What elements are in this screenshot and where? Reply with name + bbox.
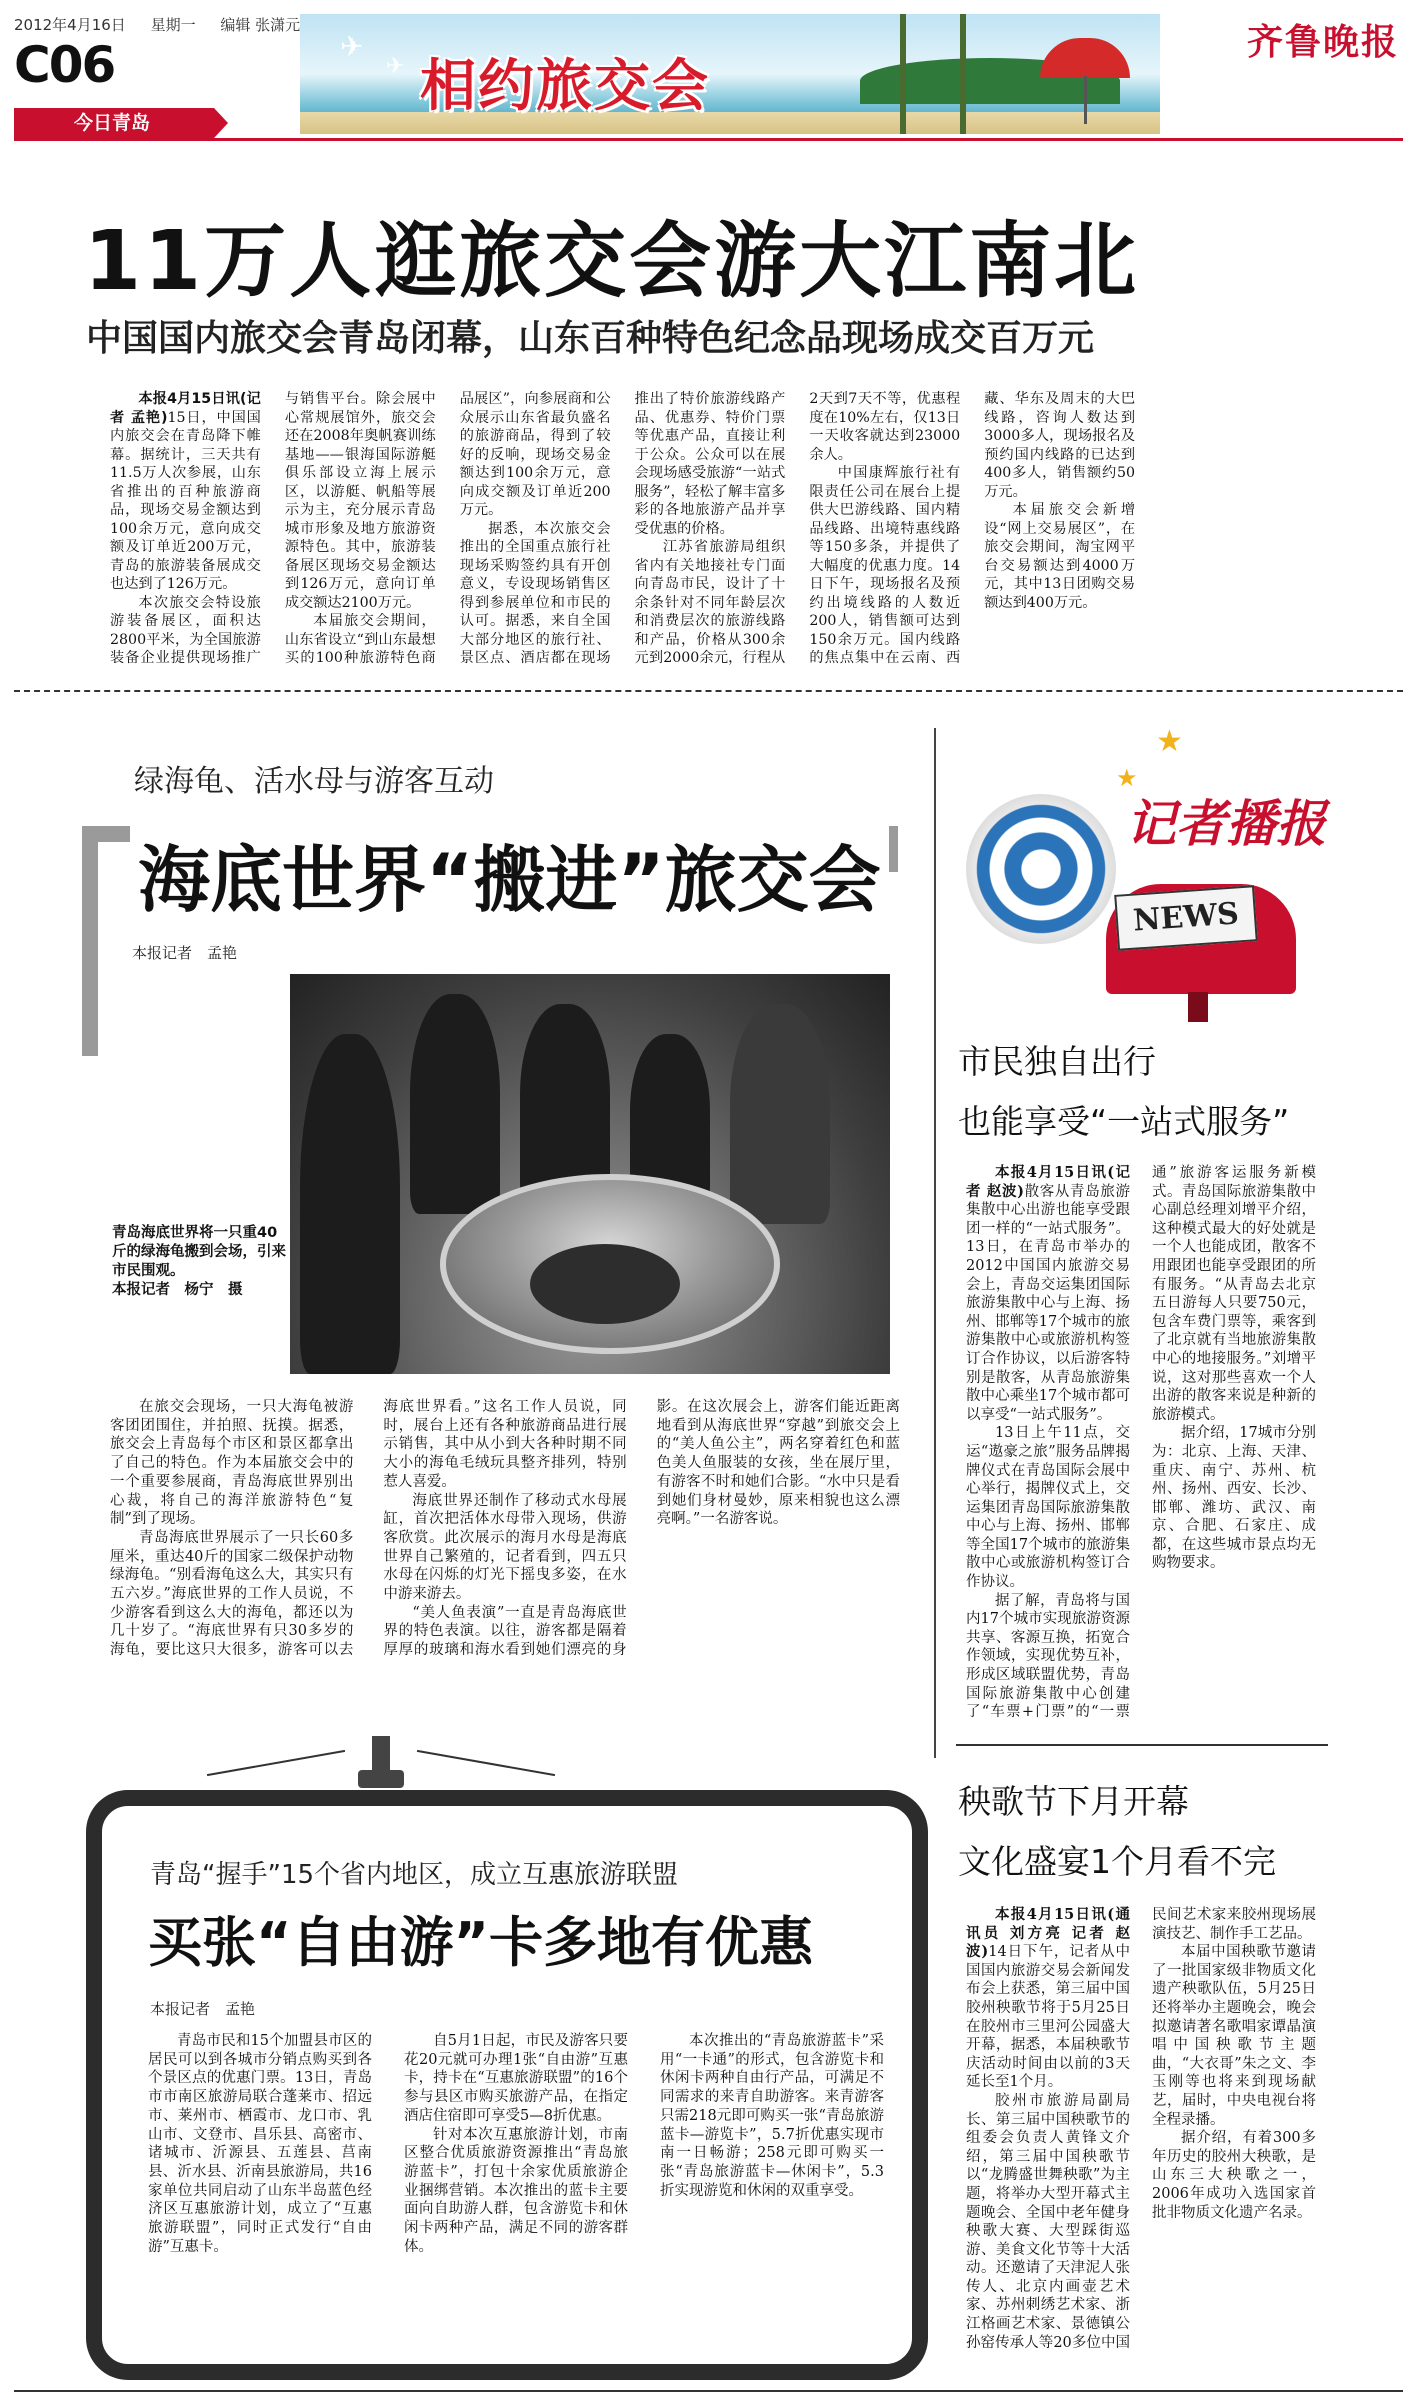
reporter-report-graphic <box>956 724 1326 1014</box>
sea-byline: 本报记者 孟艳 <box>132 944 238 962</box>
section-label: 今日青岛 <box>74 112 151 134</box>
lead-paragraph: 江苏省旅游局组织省内有关地接社专门面向青岛市民，设计了十余条针对不同年龄层次和消费层次的旅游线路和产品，价格从300余元到2000余元，行程从2天到7天不等，优惠程度在10%左右，仅13日一天收客就达到23000余人。 <box>634 391 961 666</box>
story2-dateline: 本报4月15日讯(通讯员 刘方亮 记者 赵波) <box>966 1906 1130 1961</box>
sea-paragraph: 在旅交会现场，一只大海龟被游客团团围住，并拍照、抚摸。据悉，旅交会上青岛每个市区和景区都拿出了自己的特色。作为本届旅交会中的一个重要参展商，青岛海底世界别出心裁，将自己的海洋旅游特色“复制”到了现场。 <box>110 1399 354 1528</box>
section-banner <box>300 14 1160 134</box>
bottom-rule <box>14 2390 1403 2392</box>
editor-credit: 编辑 张潇元 <box>220 16 301 34</box>
box-byline: 本报记者 孟艳 <box>150 2000 256 2018</box>
banner-title: 相约旅交会 <box>420 54 710 119</box>
issue-date: 2012年4月16日 <box>14 16 126 34</box>
umbrella-pole <box>1084 76 1087 124</box>
box-headline: 买张“自由游”卡多地有优惠 <box>148 1911 813 1974</box>
sea-paragraph: 青岛海底世界展示了一只长60多厘米，重达40斤的国家二级保护动物绿海龟。“别看海龟这么大，其实只有五六岁。”海底世界的工作人员说，不少游客看到这么大的海龟，都还以为几十岁了。“海底世界有只30多岁的海龟，要比这只大很多，游客可以去海底世界看。”这名工作人员说，同时，展台上还有各种旅游商品进行展示销售，其中从小到大各种时期不同大小的海龟毛绒玩具整齐排列，特别惹人喜爱。 <box>110 1399 627 1659</box>
box-body <box>148 2032 884 2280</box>
story1-paragraph: 本报4月15日讯(记者 赵波)散客从青岛旅游集散中心出游也能享受跟团一样的“一站式服务”。13日，在青岛市举办的2012中国国内旅游交易会上，青岛交运集团国际旅游集散中心与上海、扬州、邯郸等17个城市的旅游集散中心或旅游机构签订合作协议，以后游客特别是散客，从青岛旅游集散中心乘坐17个城市都可以享受“一站式服务”。 <box>966 1164 1130 1423</box>
box-paragraph: 本次推出的“青岛旅游蓝卡”采用“一卡通”的形式，包含游览卡和休闲卡两种自由行产品，可满足不同需求的来青自助游客。来青游客只需218元即可购买一张“青岛旅游蓝卡—游览卡”，5.7折优惠实现市南一日畅游；258元即可购买一张“青岛旅游蓝卡—休闲卡”，5.3折实现游览和休闲的双重享受。 <box>660 2033 884 2199</box>
photo-credit: 本报记者 杨宁 摄 <box>112 1282 243 1298</box>
story-divider <box>956 1744 1328 1746</box>
section-tab <box>14 108 214 138</box>
lead-headline: 11万人逛旅交会游大江南北 <box>84 214 1140 309</box>
seagull-icon: ✈ <box>386 54 405 79</box>
box-paragraph: 针对本次互惠旅游计划，市南区整合优质旅游资源推出“青岛旅游蓝卡”，打包十余家优质旅游企业捆绑营销。本次推出的蓝卡主要面向自助游人群，包含游览卡和休闲卡两种产品，满足不同的游客群体。 <box>404 2126 628 2255</box>
lead-body <box>110 390 1310 672</box>
turtle-photo <box>290 974 890 1374</box>
section-divider <box>14 690 1403 692</box>
box-paragraph: 自5月1日起，市民及游客只要花20元就可办理1张“自由游”互惠卡，持卡在“互惠旅游联盟”的16个参与县区市购买旅游产品，在指定酒店住宿即可享受5—8折优惠。 <box>404 2033 628 2124</box>
megaphone-icon <box>966 794 1116 944</box>
sea-kicker: 绿海龟、活水母与游客互动 <box>134 764 494 799</box>
hanger-wire <box>207 1750 345 1776</box>
box-kicker: 青岛“握手”15个省内地区，成立互惠旅游联盟 <box>150 1860 679 1890</box>
story2-body <box>966 1906 1316 2382</box>
photo-figure <box>410 994 500 1214</box>
star-icon: ★ <box>1116 764 1138 792</box>
newspaper-logo: 齐鲁晚报 <box>1246 21 1399 63</box>
photo-caption <box>112 1224 290 1300</box>
story2-paragraph: 胶州市旅游局副局长、第三届中国秧歌节的组委会负责人黄锋文介绍，第三届中国秧歌节以“龙腾盛世舞秧歌”为主题，将举办大型开幕式主题晚会、全国中老年健身秧歌大赛、大型踩街巡游、美食文化节等十大活动。还邀请了天津泥人张传人、北京内画壶艺术家、苏州刺绣艺术家、浙江格画艺术家、景德镇公孙窑传承人等20多位中国民间艺术家来胶州现场展演技艺、制作手工艺品。 <box>966 1907 1316 2351</box>
sea-paragraph: “美人鱼表演”一直是青岛海底世界的特色表演。以往，游客都是隔着厚厚的玻璃和海水看到她们漂亮的身影。在这次展会上，游客们能近距离地看到从海底世界“穿越”到旅交会上的“美人鱼公主”，两名穿着红色和蓝色美人鱼服装的女孩，坐在展厅里，有游客不时和她们合影。“水中只是看到她们身材曼妙，原来相貌也这么漂亮啊。”一名游客说。 <box>383 1399 900 1659</box>
news-sign: NEWS <box>1114 885 1258 951</box>
story1-dateline: 本报4月15日讯(记者 赵波) <box>966 1164 1130 1200</box>
seagull-icon: ✈ <box>340 30 364 63</box>
story2-paragraph: 据介绍，有着300多年历史的胶州大秧歌，是山东三大秧歌之一，2006年成功入选国家首批非物质文化遗产名录。 <box>1152 2130 1316 2221</box>
lead-dateline: 本报4月15日讯(记者 孟艳) <box>110 391 261 426</box>
box-hanger <box>166 1736 596 1788</box>
story2-head2: 文化盛宴1个月看不完 <box>958 1842 1276 1881</box>
photo-figure <box>300 1034 400 1374</box>
page-number: C06 <box>14 36 115 94</box>
hanger-peg <box>358 1770 404 1788</box>
lead-paragraph: 本届旅交会新增设“网上交易展区”，在旅交会期间，淘宝网平台交易额达到4000万元，其中13日团购交易额达到400万元。 <box>984 502 1136 611</box>
lead-paragraph: 中国康辉旅行社有限责任公司在展台上提供大巴游线路、国内精品线路、出境特惠线路等150多条，并提供了大幅度的优惠力度。14日下午，现场报名及预约出境线路的人数近200人，销售额可达到150余万元。国内线路的焦点集中在云南、西藏、华东及周末的大巴线路，咨询人数达到3000多人，现场报名及预约国内线路的已达到400多人，销售额约50万元。 <box>809 391 1136 666</box>
story1-paragraph: 据介绍，17城市分别为：北京、上海、天津、重庆、南宁、苏州、杭州、扬州、西安、长沙、邯郸、潍坊、武汉、南京、合肥、石家庄、成都，在这些城市景点均无购物要求。 <box>1152 1425 1316 1572</box>
lead-paragraph: 据悉，本次旅交会推出的全国重点旅行社现场采购签约具有开创意义，专设现场销售区得到参展单位和市民的认可。据悉，来自全国大部分地区的旅行社、景区点、酒店都在现场推出了特价旅游线路产品、优惠券、特价门票等优惠产品，直接让利于公众。公众可以在展会现场感受旅游“一站式服务”，轻松了解丰富多彩的各地旅游产品并享受优惠的价格。 <box>459 391 786 666</box>
sea-body <box>110 1398 900 1664</box>
column-divider <box>934 728 936 1758</box>
sea-paragraph: 海底世界还制作了移动式水母展缸，首次把活体水母带入现场，供游客欣赏。此次展示的海月水母是海底世界自己繁殖的，记者看到，四五只水母在闪烁的灯光下摇曳多姿，在水中游来游去。 <box>383 1492 627 1603</box>
sea-headline: 海底世界“搬进”旅交会 <box>130 822 889 926</box>
lead-paragraph: 本届旅交会期间，山东省设立“到山东最想买的100种旅游特色商品展区”，向参展商和公众展示山东省最负盛名的旅游商品，得到了较好的反响，现场交易金额达到100余万元，意向成交额及订单近200万元。 <box>284 391 611 666</box>
photo-figure <box>730 1004 830 1224</box>
beach-umbrella-icon <box>1040 38 1130 78</box>
caption-text: 青岛海底世界将一只重40斤的绿海龟搬到会场，引来市民围观。 <box>112 1225 286 1279</box>
box-paragraph: 青岛市民和15个加盟县市区的居民可以到各城市分销点购买到各个景区点的优惠门票。13日，青岛市市南区旅游局联合蓬莱市、招远市、莱州市、栖霞市、龙口市、乳山市、文登市、昌乐县、高密市、诸城市、沂源县、五莲县、莒南县、沂水县、沂南县旅游局，共16家单位共同启动了山东半岛蓝色经济区互惠旅游计划，成立了“互惠旅游联盟”，同时正式发行“自由游”互惠卡。 <box>148 2033 372 2255</box>
header-rule <box>14 138 1403 141</box>
story1-head1: 市民独自出行 <box>958 1042 1156 1081</box>
story1-body <box>966 1164 1316 1724</box>
palm-trunk <box>900 14 906 134</box>
palm-trunk <box>960 14 966 134</box>
story1-paragraph: 13日上午11点，交运“遨豪之旅”服务品牌揭牌仪式在青岛国际会展中心举行，揭牌仪式上，交运集团青岛国际旅游集散中心与上海、扬州、邯郸等全国17个城市的旅游集散中心或旅游机构签订合作协议。 <box>966 1425 1130 1591</box>
sea-turtle-icon <box>530 1244 680 1324</box>
story1-paragraph: 据了解，青岛将与国内17个城市实现旅游资源共享、客源互换，拓宽合作领域，实现优势互补，形成区域联盟优势，青岛国际旅游集散中心创建了“车票+门票”的“一票通”旅游客运服务新模式。青岛国际旅游集散中心副总经理刘增平介绍，这种模式最大的好处就是一个人也能成团，散客不用跟团也能享受跟团的所有服务。“从青岛去北京五日游每人只要750元，包含车费门票等，乘客到了北京就有当地旅游集散中心的地接服务。”刘增平说，这对那些喜欢一个人出游的散客来说是种新的旅游模式。 <box>966 1165 1316 1721</box>
lead-subhead: 中国国内旅交会青岛闭幕，山东百种特色纪念品现场成交百万元 <box>86 318 1095 359</box>
reporter-report-title: 记者播报 <box>1126 795 1326 853</box>
mailbox-post <box>1188 992 1208 1022</box>
story2-paragraph: 本报4月15日讯(通讯员 刘方亮 记者 赵波)14日下午，记者从中国国内旅游交易会新闻发布会上获悉，第三届中国胶州秧歌节将于5月25日在胶州市三里河公园盛大开幕，据悉，本届秧歌节庆活动时间由以前的3天延长至1个月。 <box>966 1906 1130 2091</box>
story1-head2: 也能享受“一站式服务” <box>958 1102 1290 1141</box>
lead-paragraph: 本次旅交会特设旅游装备展区，面积达2800平米，为全国旅游装备企业提供现场推广与销售平台。除会展中心常规展馆外，旅交会还在2008年奥帆赛训练基地——银海国际游艇俱乐部设立海上展示区，以游艇、帆船等展示为主，充分展示青岛城市形象及地方旅游资源特色。其中，旅游装备展区现场交易金额达到126万元，意向订单成交额达2100万元。 <box>110 391 436 666</box>
star-icon: ★ <box>1156 724 1183 759</box>
story2-paragraph: 本届中国秧歌节邀请了一批国家级非物质文化遗产秧歌队伍，5月25日还将举办主题晚会，晚会拟邀请著名歌唱家谭晶演唱中国秧歌节主题曲，“大衣哥”朱之文、李玉刚等也将来到现场献艺，届时，中央电视台将全程录播。 <box>1152 1944 1316 2128</box>
lead-paragraph: 本报4月15日讯(记者 孟艳)15日，中国国内旅交会在青岛降下帷幕。据统计，三天共有11.5万人次参展，山东省推出的百种旅游商品，现场交易金额达到100余万元，意向成交额及订单近200万元，青岛的旅游装备展成交也达到了126万元。 <box>110 391 261 592</box>
story2-head1: 秧歌节下月开幕 <box>958 1782 1189 1821</box>
issue-weekday: 星期一 <box>150 16 196 34</box>
hanger-wire <box>417 1750 555 1776</box>
